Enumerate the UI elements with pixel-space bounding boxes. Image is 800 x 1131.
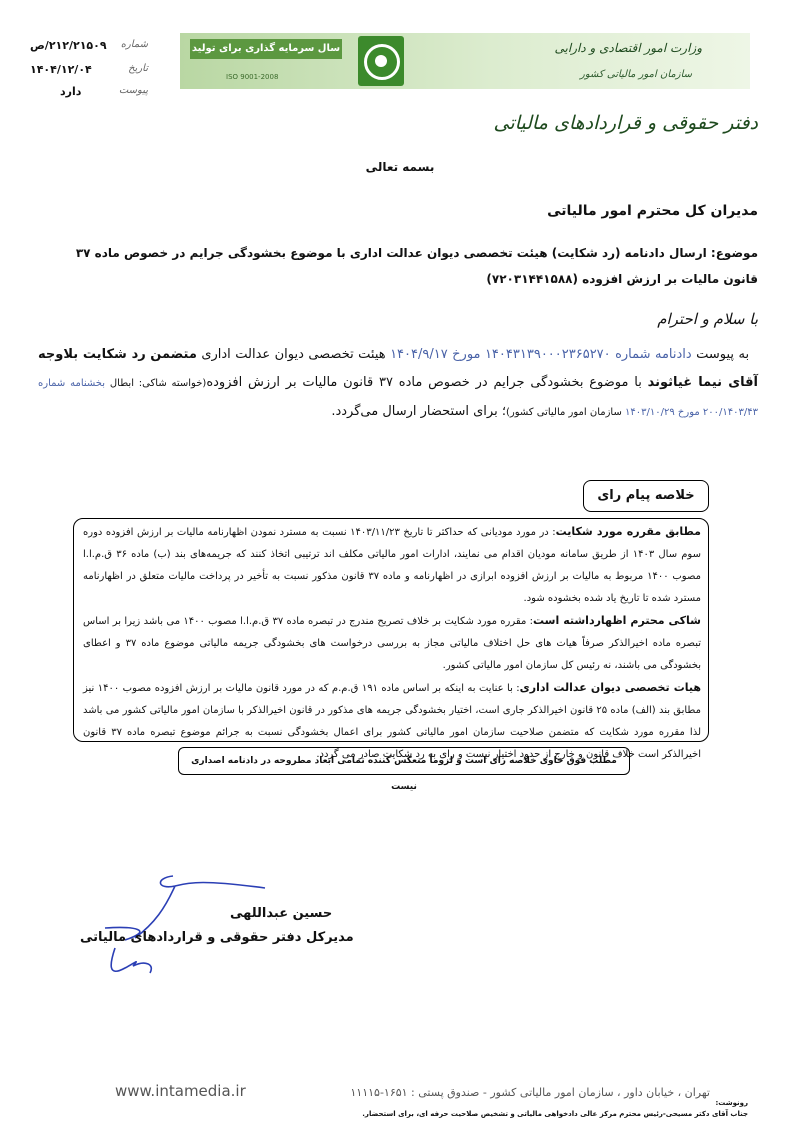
- cc-text: جناب آقای دکتر مسیحی-رئیس محترم مرکز عالی دادخواهی مالیاتی و تشخیص صلاحیت حرفه ای، برای استحضار.: [362, 1110, 748, 1118]
- body-text: به پیوست: [691, 347, 750, 362]
- summary-label: هیات تخصصی دیوان عدالت اداری: [519, 681, 701, 694]
- letter-attachment: [30, 85, 148, 101]
- summary-content: : با عنایت به اینکه بر اساس ماده ۱۹۱ ق.م.م که در مورد قانون مالیات بر ارزش افزوده مصوب ۱۴۰۰ نیز مطابق بند (الف) ماده ۲۵ قانون اخیرالذکر جاری است، اختیار بخشودگی جریمه های مذکور در قانون اخیرالذکر با سازمان امور مالیاتی کشور می باشد لذا مقرره مورد شکایت که متضمن صلاحیت سازمان امور مالیاتی کشور برای اعمال بخشودگی نسبت به جرائم موضوع تبصره ماده ۳۷ قانون اخیرالذکر است خلاف قانون و خارج از حدود اختیار نیست و رای به رد شکایت صادر می گردد.: [83, 683, 701, 760]
- letter-number-value: ۲۱۲/۲۱۵۰۹/ص: [30, 39, 107, 52]
- body-text: با موضوع بخشودگی جرایم در خصوص ماده ۳۷ قانون مالیات بر ارزش افزوده: [206, 375, 648, 390]
- signature-scribble: [95, 868, 275, 988]
- summary-paragraph: [83, 521, 701, 610]
- footer-website[interactable]: www.intamedia.ir: [115, 1082, 246, 1100]
- body-bold-text: متضمن رد شکایت بلاوجه آقای نیما غیاثوند: [38, 347, 759, 390]
- summary-paragraph: [83, 610, 701, 677]
- letter-attachment-label: پیوست: [118, 85, 148, 96]
- letter-date: [30, 63, 148, 79]
- footer-address: تهران ، خیابان داور ، سازمان امور مالیاتی کشور - صندوق پستی : ۱۶۵۱-۱۱۱۱۵: [350, 1086, 710, 1099]
- circular-link[interactable]: بخشنامه شماره ۲۰۰/۱۴۰۳/۴۳ مورخ ۱۴۰۳/۱۰/۲۹: [38, 378, 758, 418]
- body-text: هیئت تخصصی دیوان عدالت اداری: [196, 347, 391, 362]
- organization-name: سازمان امور مالیاتی کشور: [580, 69, 692, 80]
- letter-date-label: تاریخ: [128, 63, 148, 74]
- logo-center-shape: [375, 55, 387, 67]
- letter-number: [30, 39, 148, 55]
- summary-content: : در مورد مودیانی که حداکثر تا تاریخ ۱۴۰۳/۱۱/۲۳ نسبت به مسترد نمودن اظهارنامه مالیات بر ارزش افزوده دوره سوم سال ۱۴۰۳ از طریق سامانه مودیان اقدام می نمایند، ادارات امور مالیاتی مکلف اند ترتیبی اتخاذ کنند که جریمه‌های بند (ب) ماده ۳۶ ق.م.ا.ا مصوب ۱۴۰۰ مربوط به مالیات بر ارزش افزوده ابرازی در اظهارنامه و ماده ۳۷ قانون مذکور نسبت به تأخیر در پرداخت مالیات متعلق در اظهارنامه مسترد شده تا تاریخ یاد شده بخشوده شود.: [83, 527, 701, 604]
- organization-logo: [358, 36, 404, 86]
- letter-number-label: شماره: [120, 39, 148, 50]
- header-banner: [180, 33, 750, 89]
- body-small-text: (خواسته شاکی: ابطال: [105, 378, 207, 389]
- ministry-name: وزارت امور اقتصادی و دارایی: [554, 41, 702, 55]
- body-small-text: سازمان امور مالیاتی کشور): [505, 407, 626, 418]
- signatory-title: مدیرکل دفتر حقوقی و قراردادهای مالیاتی: [80, 930, 354, 945]
- summary-text: [83, 521, 701, 766]
- bismillah: بسمه تعالی: [365, 160, 435, 174]
- subject-line: موضوع: ارسال دادنامه (رد شکایت) هیئت تخصصی دیوان عدالت اداری با موضوع بخشودگی جرایم در خصوص ماده ۳۷ قانون مالیات بر ارزش افزوده (۷۲۰۳۱۴۴۱۵۸۸): [75, 246, 758, 286]
- department-title: دفتر حقوقی و قراردادهای مالیاتی: [493, 112, 758, 134]
- summary-label: مطابق مقرره مورد شکایت: [555, 525, 701, 538]
- summary-label: شاکی محترم اظهارداشته است: [533, 614, 701, 627]
- letter-body: [38, 341, 758, 427]
- summary-content: : مقرره مورد شکایت بر خلاف تصریح مندرج در تبصره ماده ۳۷ ق.م.ا.ا مصوب ۱۴۰۰ می باشد زیرا بر اساس تبصره ماده اخیرالذکر صرفاً هیات های حل اختلاف مالیاتی مجاز به بررسی درخواست های بخشودگی جریمه مالیاتی موضوع ماده ۳۷ و اعطای بخشودگی می باشند، نه رئیس کل سازمان امور مالیاتی کشور.: [83, 616, 701, 671]
- year-slogan: سال سرمایه گذاری برای تولید: [190, 39, 342, 59]
- signatory-name: حسین عبداللهی: [230, 906, 333, 921]
- recipient: مدیران کل محترم امور مالیاتی: [547, 203, 758, 219]
- iso-label: ISO 9001-2008: [226, 73, 279, 81]
- greeting: با سلام و احترام: [657, 310, 758, 328]
- cc-label: رونوشت:: [715, 1099, 748, 1107]
- letter-date-value: ۱۴۰۴/۱۲/۰۴: [30, 63, 92, 76]
- summary-disclaimer: مطلب فوق حاوی خلاصه رای است و لزوماً منعکس کننده تمامی ابعاد مطروحه در دادنامه اصداری نیست: [178, 747, 630, 775]
- body-text: ؛ برای استحضار ارسال می‌گردد.: [331, 404, 506, 419]
- summary-title: خلاصه پیام رای: [583, 480, 709, 512]
- verdict-link[interactable]: دادنامه شماره ۱۴۰۴۳۱۳۹۰۰۰۲۳۶۵۲۷۰ مورخ ۱۴۰۴/۹/۱۷: [390, 347, 692, 362]
- letter-attachment-value: دارد: [60, 85, 82, 98]
